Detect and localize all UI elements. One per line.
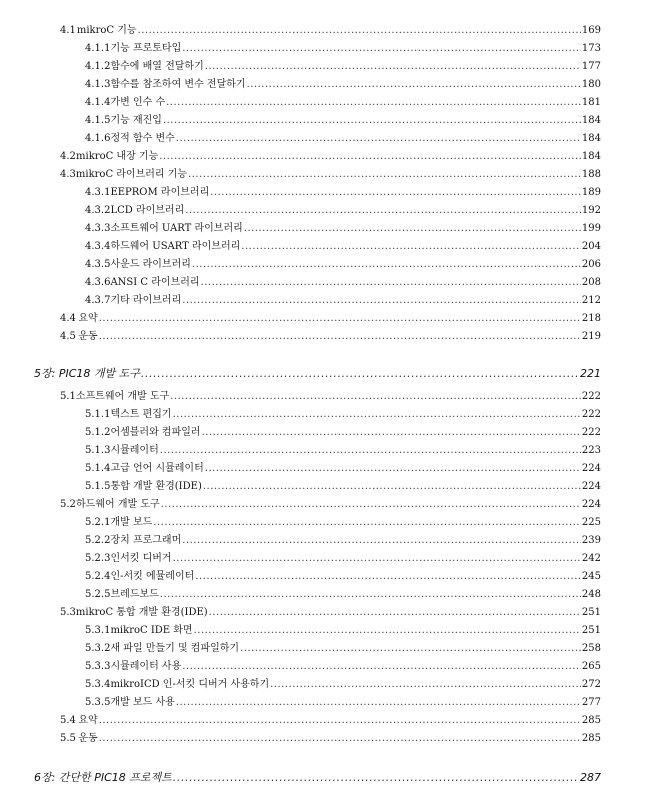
entry-page-number: 224 (581, 481, 601, 492)
toc-subsection-entry[interactable] (0, 220, 647, 238)
dot-leader (244, 220, 581, 238)
entry-title: 인서킷 디버거 (110, 553, 172, 564)
entry-number: 5.2.4 (85, 571, 111, 582)
entry-title: 개발 보드 사용 (110, 697, 175, 708)
dot-leader (270, 676, 581, 694)
toc-subsection-entry[interactable] (0, 694, 647, 712)
entry-number: 5.1.1 (85, 409, 111, 420)
entry-title: mikroC 라이브러리 기능 (75, 169, 188, 180)
entry-number: 5.3.4 (85, 679, 111, 690)
toc-subsection-entry[interactable] (0, 406, 647, 424)
entry-number: 4.1.3 (85, 79, 111, 90)
toc-subsection-entry[interactable] (0, 550, 647, 568)
entry-number: 5.3.3 (85, 661, 111, 672)
entry-number: 4.1 (60, 25, 76, 36)
entry-number: 5.1.2 (85, 427, 111, 438)
entry-page-number: 272 (581, 679, 601, 690)
entry-number: 5.3 (60, 607, 76, 618)
entry-page-number: 189 (581, 187, 601, 198)
entry-title: 인-서킷 에뮬레이터 (110, 571, 195, 582)
toc-subsection-entry[interactable] (0, 478, 647, 496)
entry-title: 운동 (78, 331, 98, 342)
entry-title: 요약 (78, 715, 98, 726)
toc-subsection-entry[interactable] (0, 568, 647, 586)
dot-leader (205, 460, 581, 478)
entry-title: mikroC 기능 (76, 25, 137, 36)
dot-leader (182, 658, 581, 676)
toc-subsection-entry[interactable] (0, 460, 647, 478)
entry-title: 사운드 라이브러리 (110, 259, 191, 270)
entry-page-number: 192 (581, 205, 601, 216)
spacer (0, 346, 647, 364)
entry-number: 4.1.5 (85, 115, 111, 126)
entry-title: 개발 보드 (110, 517, 153, 528)
entry-page-number: 222 (581, 427, 601, 438)
dot-leader (182, 292, 581, 310)
toc-subsection-entry[interactable] (0, 94, 647, 112)
entry-page-number: 258 (581, 643, 601, 654)
entry-number: 4.3.7 (85, 295, 111, 306)
entry-number: 5.3.2 (85, 643, 111, 654)
dot-leader (173, 768, 579, 788)
entry-number: 5.2.1 (85, 517, 111, 528)
entry-title: 기능 프로토타입 (110, 43, 182, 54)
entry-page-number: 248 (581, 589, 601, 600)
entry-number: 4.3.6 (85, 277, 111, 288)
entry-title: 시뮬레이터 사용 (110, 661, 182, 672)
dot-leader (203, 478, 581, 496)
dot-leader (170, 388, 581, 406)
entry-number: 5.3.5 (85, 697, 111, 708)
entry-number: 5.4 (60, 715, 76, 726)
entry-page-number: 224 (581, 499, 601, 510)
entry-number: 4.5 (60, 331, 76, 342)
toc-subsection-entry[interactable] (0, 532, 647, 550)
entry-title: ANSI C 라이브러리 (110, 277, 200, 288)
entry-number: 5.2 (60, 499, 76, 510)
dot-leader (195, 568, 581, 586)
entry-number: 5.3.1 (85, 625, 111, 636)
dot-leader (201, 274, 581, 292)
toc-section-entry[interactable] (0, 730, 647, 748)
toc-section-entry[interactable] (0, 328, 647, 346)
dot-leader (173, 550, 581, 568)
entry-page-number: 169 (581, 25, 601, 36)
entry-number: 5.1 (60, 391, 76, 402)
toc-section-entry[interactable] (0, 604, 647, 622)
dot-leader (188, 166, 581, 184)
dot-leader (176, 694, 581, 712)
entry-title: 소프트웨어 UART 라이브러리 (110, 223, 243, 234)
dot-leader (160, 442, 581, 460)
entry-title: 정적 함수 변수 (110, 133, 175, 144)
chapter-title: 5장: PIC18 개발 도구 (34, 367, 140, 380)
entry-page-number: 222 (581, 409, 601, 420)
spacer (0, 748, 647, 768)
dot-leader (138, 22, 581, 40)
dot-leader (166, 94, 581, 112)
entry-title: 소프트웨어 개발 도구 (75, 391, 170, 402)
toc-subsection-entry[interactable] (0, 658, 647, 676)
toc-subsection-entry[interactable] (0, 424, 647, 442)
dot-leader (141, 364, 579, 384)
entry-page-number: 184 (581, 151, 601, 162)
entry-page-number: 184 (581, 133, 601, 144)
entry-number: 5.2.5 (85, 589, 111, 600)
toc-subsection-entry[interactable] (0, 292, 647, 310)
toc-subsection-entry[interactable] (0, 514, 647, 532)
entry-title: 장치 프로그래머 (110, 535, 182, 546)
entry-page-number: 212 (581, 295, 601, 306)
entry-title: 새 파일 만들기 및 컴파일하기 (110, 643, 240, 654)
entry-page-number: 173 (581, 43, 601, 54)
entry-title: 가변 인수 수 (110, 97, 166, 108)
entry-number: 5.1.4 (85, 463, 111, 474)
entry-number: 4.3.3 (85, 223, 111, 234)
entry-page-number: 219 (581, 331, 601, 342)
dot-leader (209, 604, 581, 622)
entry-page-number: 239 (581, 535, 601, 546)
entry-number: 5.1.3 (85, 445, 111, 456)
entry-number: 4.1.6 (85, 133, 111, 144)
toc-section-entry[interactable] (0, 310, 647, 328)
chapter-heading-6[interactable] (0, 768, 647, 788)
dot-leader (99, 730, 581, 748)
entry-title: 함수를 참조하여 변수 전달하기 (110, 79, 246, 90)
toc-subsection-entry[interactable] (0, 58, 647, 76)
dot-leader (99, 310, 581, 328)
entry-number: 4.1.1 (85, 43, 111, 54)
toc-subsection-entry[interactable] (0, 130, 647, 148)
toc-section-entry[interactable] (0, 388, 647, 406)
toc-section-chapter4 (0, 22, 647, 346)
chapter-page-number: 221 (580, 367, 601, 380)
entry-number: 4.4 (60, 313, 76, 324)
entry-title: 기능 재진입 (110, 115, 162, 126)
entry-page-number: 245 (581, 571, 601, 582)
entry-title: 통합 개발 환경(IDE) (110, 481, 202, 492)
entry-page-number: 265 (581, 661, 601, 672)
chapter-title: 6장: 간단한 PIC18 프로젝트 (34, 771, 172, 784)
entry-number: 4.1.2 (85, 61, 111, 72)
entry-title: 함수에 배열 전달하기 (110, 61, 204, 72)
entry-page-number: 223 (581, 445, 601, 456)
entry-number: 4.3.5 (85, 259, 111, 270)
toc-section-entry[interactable] (0, 22, 647, 40)
dot-leader (99, 328, 581, 346)
dot-leader (240, 640, 581, 658)
entry-page-number: 277 (581, 697, 601, 708)
entry-title: 시뮬레이터 (110, 445, 159, 456)
dot-leader (160, 586, 581, 604)
entry-page-number: 199 (581, 223, 601, 234)
dot-leader (202, 424, 581, 442)
entry-title: mikroC 통합 개발 환경(IDE) (75, 607, 208, 618)
dot-leader (173, 406, 581, 424)
entry-page-number: 242 (581, 553, 601, 564)
dot-leader (99, 712, 581, 730)
chapter-page-number: 287 (580, 771, 601, 784)
toc-section-entry[interactable] (0, 496, 647, 514)
dot-leader (153, 514, 581, 532)
toc-section-entry[interactable] (0, 148, 647, 166)
toc-subsection-entry[interactable] (0, 202, 647, 220)
entry-page-number: 208 (581, 277, 601, 288)
dot-leader (192, 256, 581, 274)
entry-title: 어셈블러와 컴파일러 (110, 427, 201, 438)
entry-number: 5.2.2 (85, 535, 111, 546)
entry-page-number: 285 (581, 733, 601, 744)
toc-subsection-entry[interactable] (0, 274, 647, 292)
dot-leader (182, 532, 581, 550)
toc-subsection-entry[interactable] (0, 622, 647, 640)
entry-number: 5.1.5 (85, 481, 111, 492)
toc-subsection-entry[interactable] (0, 184, 647, 202)
entry-title: 텍스트 편집기 (110, 409, 172, 420)
entry-page-number: 177 (581, 61, 601, 72)
entry-page-number: 206 (581, 259, 601, 270)
entry-title: 브레드보드 (110, 589, 159, 600)
dot-leader (205, 58, 581, 76)
entry-title: 하드웨어 개발 도구 (76, 499, 160, 510)
entry-number: 4.3.1 (85, 187, 111, 198)
entry-page-number: 251 (581, 607, 601, 618)
toc-section-entry[interactable] (0, 712, 647, 730)
toc-subsection-entry[interactable] (0, 256, 647, 274)
toc-section-chapter5 (0, 388, 647, 748)
entry-page-number: 251 (581, 625, 601, 636)
entry-title: mikroC IDE 화면 (110, 625, 193, 636)
entry-title: EEPROM 라이브러리 (110, 187, 210, 198)
entry-page-number: 222 (581, 391, 601, 402)
entry-page-number: 204 (581, 241, 601, 252)
table-of-contents (0, 22, 647, 788)
dot-leader (161, 496, 581, 514)
entry-page-number: 225 (581, 517, 601, 528)
entry-title: 운동 (78, 733, 98, 744)
toc-subsection-entry[interactable] (0, 640, 647, 658)
dot-leader (159, 148, 581, 166)
entry-page-number: 218 (581, 313, 601, 324)
dot-leader (210, 184, 581, 202)
dot-leader (182, 40, 581, 58)
entry-title: 하드웨어 USART 라이브러리 (110, 241, 241, 252)
dot-leader (247, 76, 581, 94)
dot-leader (241, 238, 581, 256)
entry-number: 4.3.4 (85, 241, 111, 252)
toc-subsection-entry[interactable] (0, 238, 647, 256)
toc-section-entry[interactable] (0, 166, 647, 184)
chapter-heading-5[interactable] (0, 364, 647, 384)
toc-subsection-entry[interactable] (0, 442, 647, 460)
entry-number: 4.3 (60, 169, 76, 180)
entry-title: 기타 라이브러리 (110, 295, 182, 306)
dot-leader (194, 622, 581, 640)
entry-page-number: 180 (581, 79, 601, 90)
toc-subsection-entry[interactable] (0, 112, 647, 130)
entry-number: 5.5 (60, 733, 76, 744)
dot-leader (163, 112, 581, 130)
entry-title: LCD 라이브러리 (110, 205, 185, 216)
entry-page-number: 285 (581, 715, 601, 726)
dot-leader (185, 202, 581, 220)
entry-title: 고급 언어 시뮬레이터 (110, 463, 204, 474)
toc-subsection-entry[interactable] (0, 586, 647, 604)
entry-page-number: 224 (581, 463, 601, 474)
entry-page-number: 181 (581, 97, 601, 108)
entry-page-number: 188 (581, 169, 601, 180)
dot-leader (176, 130, 581, 148)
entry-number: 4.2 (60, 151, 76, 162)
entry-number: 4.1.4 (85, 97, 111, 108)
entry-title: 요약 (78, 313, 98, 324)
entry-title: mikroICD 인-서킷 디버거 사용하기 (110, 679, 270, 690)
entry-page-number: 184 (581, 115, 601, 126)
entry-number: 4.3.2 (85, 205, 111, 216)
toc-subsection-entry[interactable] (0, 676, 647, 694)
toc-subsection-entry[interactable] (0, 40, 647, 58)
entry-title: mikroC 내장 기능 (76, 151, 159, 162)
entry-number: 5.2.3 (85, 553, 111, 564)
toc-subsection-entry[interactable] (0, 76, 647, 94)
